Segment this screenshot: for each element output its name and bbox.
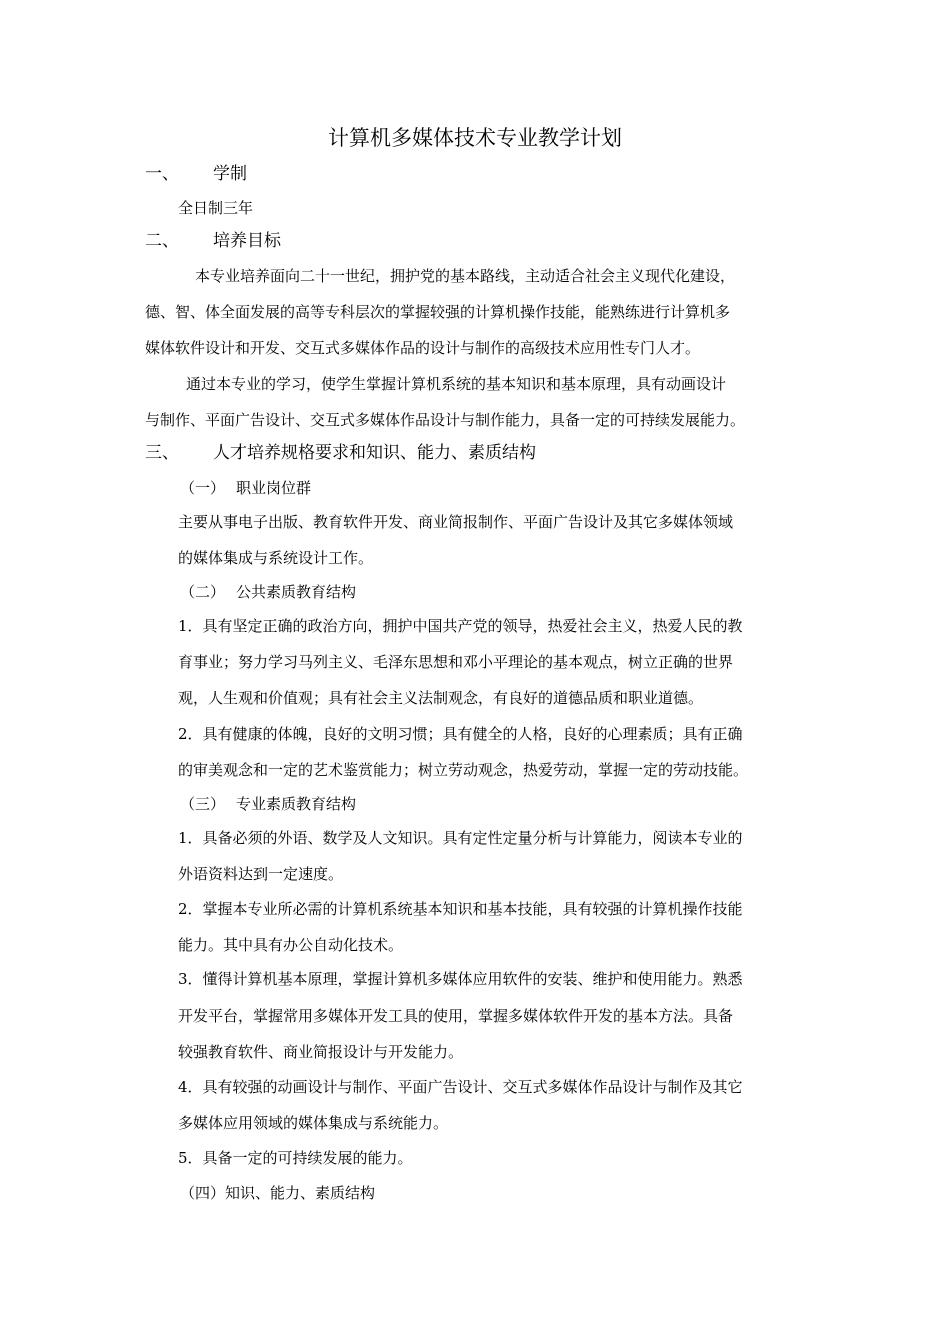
subsection-1-heading [180, 478, 311, 498]
subsection-3-heading [180, 794, 356, 814]
list-item-line: 2．掌握本专业所必需的计算机系统基本知识和基本技能，具有较强的计算机操作技能 [178, 900, 743, 918]
document-title: 计算机多媒体技术专业教学计划 [328, 126, 622, 150]
paragraph-line: 媒体软件设计和开发、交互式多媒体作品的设计与制作的高级技术应用性专门人才。 [145, 339, 701, 357]
section-2-heading [145, 229, 281, 253]
section-3-title: 人才培养规格要求和知识、能力、素质结构 [213, 443, 536, 463]
list-item-line: 育事业；努力学习马列主义、毛泽东思想和邓小平理论的基本观点，树立正确的世界 [178, 653, 734, 671]
list-item-line: 3．懂得计算机基本原理，掌握计算机多媒体应用软件的安装、维护和使用能力。熟悉 [178, 970, 743, 988]
list-item-line: 观，人生观和价值观；具有社会主义法制观念，有良好的道德品质和职业道德。 [178, 689, 704, 707]
list-item-line: 4．具有较强的动画设计与制作、平面广告设计、交互式多媒体作品设计与制作及其它 [178, 1078, 743, 1096]
list-item-line: 2．具有健康的体魄，良好的文明习惯；具有健全的人格，良好的心理素质；具有正确 [178, 725, 743, 743]
list-item-line: 开发平台，掌握常用多媒体开发工具的使用，掌握多媒体软件开发的基本方法。具备 [178, 1007, 734, 1025]
list-item-line: 多媒体应用领域的媒体集成与系统能力。 [178, 1114, 449, 1132]
subsection-2-title: 公共素质教育结构 [236, 583, 357, 601]
paragraph-line: 德、智、体全面发展的高等专科层次的掌握较强的计算机操作技能，能熟练进行计算机多 [145, 303, 731, 321]
paragraph-line: 与制作、平面广告设计、交互式多媒体作品设计与制作能力，具备一定的可持续发展能力。 [145, 411, 746, 429]
section-1-number: 一、 [145, 164, 179, 184]
list-item-line: 的审美观念和一定的艺术鉴赏能力；树立劳动观念，热爱劳动，掌握一定的劳动技能。 [178, 761, 749, 779]
list-item-line: 较强教育软件、商业简报设计与开发能力。 [178, 1043, 464, 1061]
paragraph-line: 本专业培养面向二十一世纪，拥护党的基本路线，主动适合社会主义现代化建设， [195, 267, 736, 285]
subsection-4-heading: （四）知识、能力、素质结构 [180, 1184, 376, 1202]
subsection-3-number: （三） [180, 795, 226, 813]
section-2-title: 培养目标 [213, 231, 281, 251]
list-item-line: 能力。其中具有办公自动化技术。 [178, 936, 404, 954]
paragraph-line: 通过本专业的学习，使学生掌握计算机系统的基本知识和基本原理，具有动画设计 [186, 375, 727, 393]
section-1-heading [145, 162, 247, 186]
section-1-title: 学制 [213, 164, 247, 184]
section-3-heading [145, 441, 536, 465]
subsection-2-heading [180, 582, 356, 602]
list-item-line: 外语资料达到一定速度。 [178, 865, 344, 883]
subsection-1-number: （一） [180, 479, 226, 497]
section-2-number: 二、 [145, 231, 179, 251]
list-item-line: 5．具备一定的可持续发展的能力。 [178, 1149, 413, 1167]
subsection-3-title: 专业素质教育结构 [236, 795, 357, 813]
list-item-line: 1．具备必须的外语、数学及人文知识。具有定性定量分析与计算能力，阅读本专业的 [178, 829, 743, 847]
section-1-body: 全日制三年 [178, 199, 254, 217]
subsection-1-title: 职业岗位群 [236, 479, 312, 497]
paragraph-line: 的媒体集成与系统设计工作。 [178, 549, 374, 567]
paragraph-line: 主要从事电子出版、教育软件开发、商业简报制作、平面广告设计及其它多媒体领域 [178, 513, 734, 531]
subsection-2-number: （二） [180, 583, 226, 601]
list-item-line: 1．具有坚定正确的政治方向，拥护中国共产党的领导，热爱社会主义，热爱人民的教 [178, 617, 743, 635]
section-3-number: 三、 [145, 443, 179, 463]
